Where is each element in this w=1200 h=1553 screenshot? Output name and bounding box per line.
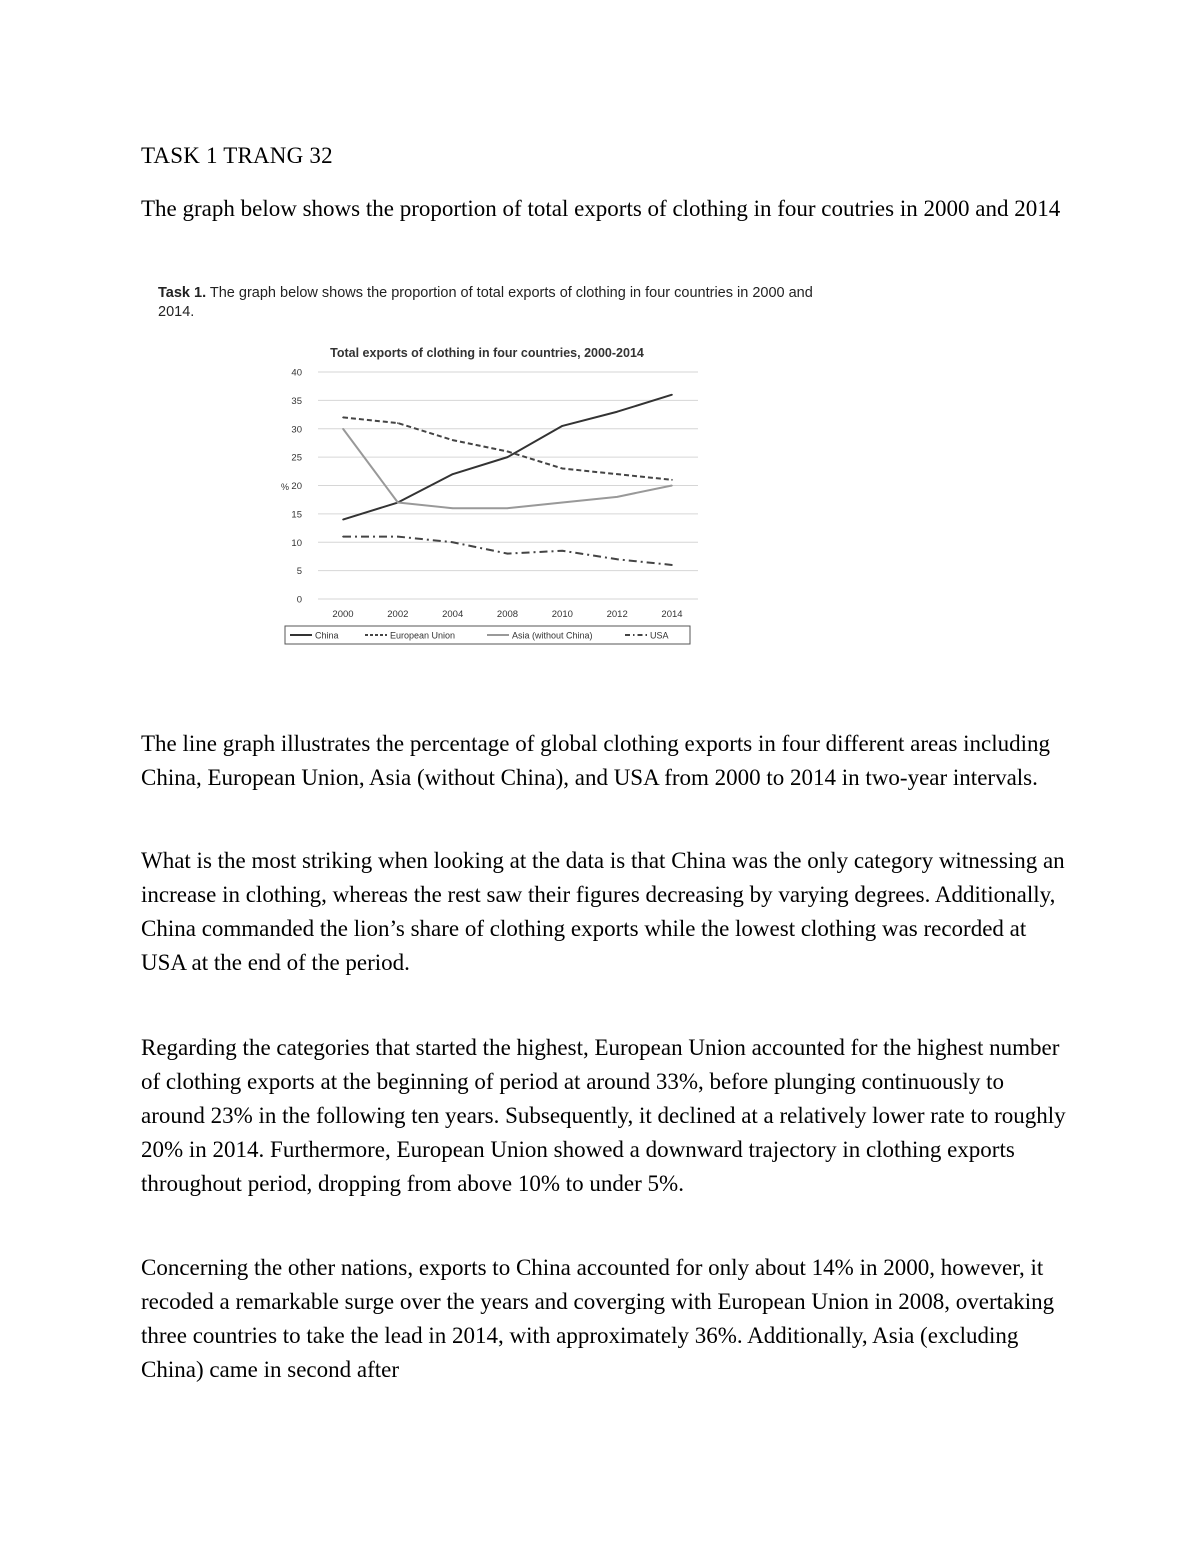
chart-gridlines [318,372,698,599]
paragraph-european-union: Regarding the categories that started the highest, European Union accounted for the highest number of clothing exports at the beginning of period at around 33%, before plunging continuously to around 23% in the following ten years. Subsequently, it declined at a relatively lower rate to roughly 20% in 2014. Furthermore, European Union showed a downward trajectory in clothing exports throughout period, dropping from above 10% to under 5%. [141,1035,1066,1196]
data-point-european-union [397,422,399,424]
y-tick-label: 35 [291,395,302,407]
series-line-usa [343,537,672,565]
data-point-european-union [562,468,564,470]
data-point-asia-without-china [397,502,399,504]
data-point-asia-without-china [562,502,564,504]
figure-task-body: The graph below shows the proportion of total exports of clothing in four countries in 2000 and 2014. [158,285,813,320]
chart-series [342,394,673,566]
x-tick-label: 2000 [332,609,354,620]
chart-y-ticks [291,368,302,606]
y-tick-label: 0 [296,594,302,606]
y-tick-label: 20 [291,481,302,492]
figure-task-label: Task 1. [158,285,207,301]
data-point-european-union [507,451,509,453]
paragraph-other-nations: Concerning the other nations, exports to China accounted for only about 14% in 2000, however, it recoded a remarkable surge over the years and coverging with European Union in 2008, overtaking three countries to take the lead in 2014, with approximately 36%. Additionally, Asia (excluding China) came in second after [141,1255,1055,1382]
line-chart [150,282,830,652]
data-point-european-union [671,479,673,481]
paragraph-overview: The line graph illustrates the percentage of global clothing exports in four different areas including China, European Union, Asia (without China), and USA from 2000 to 2014 in two-year intervals. [141,731,1051,790]
y-tick-label: 15 [291,509,302,521]
document-heading: TASK 1 TRANG 32 [141,143,333,168]
data-point-china [616,411,618,413]
x-tick-label: 2002 [387,609,409,620]
paragraph-key-features: What is the most striking when looking at the data is that China was the only category witnessing an increase in clothing, whereas the rest saw their figures decreasing by varying degrees. Additionally, China commanded the lion’s share of clothing exports while the lowest clothing was recorded at USA at the end of the period. [141,848,1065,975]
y-tick-label: 30 [291,424,302,436]
legend-label-european-union: European Union [390,630,456,641]
data-point-european-union [452,439,454,441]
data-point-asia-without-china [507,507,509,509]
series-line-european-union [343,417,672,479]
legend-label-asia-without-china: Asia (without China) [512,630,593,641]
data-point-china [562,425,564,427]
data-point-china [671,394,673,396]
y-tick-label: 5 [296,566,302,578]
data-point-china [507,456,509,458]
x-tick-label: 2004 [442,609,464,620]
data-point-usa [562,550,564,552]
x-tick-label: 2010 [551,609,573,620]
data-point-china [342,519,344,521]
data-point-asia-without-china [342,428,344,430]
data-point-usa [342,536,344,538]
legend-label-usa: USA [650,630,669,641]
data-point-china [452,473,454,475]
x-tick-label: 2008 [496,609,519,620]
data-point-usa [397,536,399,538]
data-point-asia-without-china [452,507,454,509]
chart-y-axis-label: % [280,482,290,492]
y-tick-label: 10 [291,537,302,549]
data-point-usa [671,564,673,566]
intro-paragraph: The graph below shows the proportion of total exports of clothing in four coutries in 2000 and 2014 [141,196,1061,221]
chart-figure [150,282,830,652]
series-line-asia-without-china [343,429,672,508]
data-point-usa [616,558,618,560]
chart-x-ticks [332,609,682,620]
legend-label-china: China [315,630,339,641]
data-point-asia-without-china [671,485,673,487]
data-point-european-union [342,417,344,419]
data-point-usa [452,541,454,543]
data-point-usa [507,553,509,555]
data-point-european-union [616,473,618,475]
x-tick-label: 2012 [606,609,628,620]
y-tick-label: 40 [291,367,302,379]
y-tick-label: 25 [291,452,302,464]
x-tick-label: 2014 [661,609,683,620]
chart-title: Total exports of clothing in four countries, 2000-2014 [330,346,644,360]
data-point-asia-without-china [616,496,618,498]
